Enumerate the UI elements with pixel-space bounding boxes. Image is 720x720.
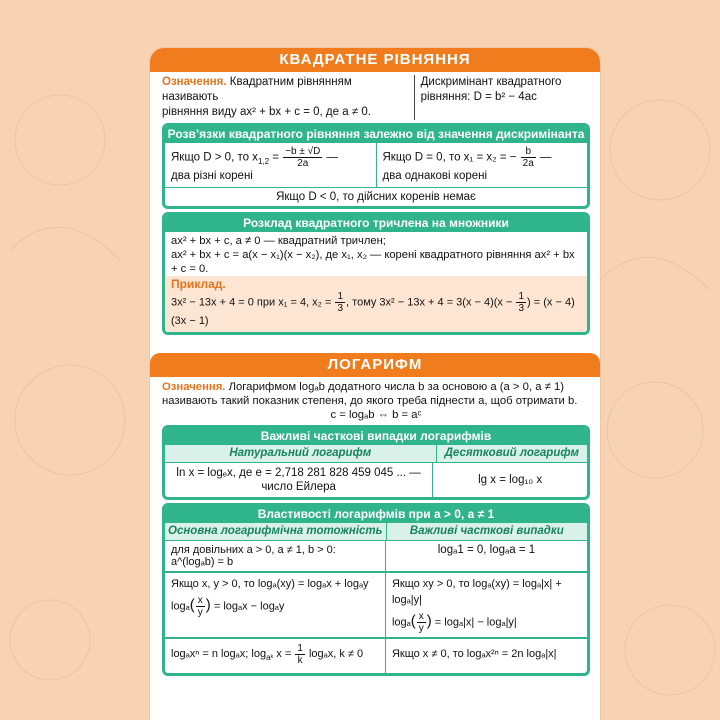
quotient-num: x [197,595,203,606]
identity-formula: для довільних a > 0, a ≠ 1, b > 0: a^(logₐb) = b [171,544,336,568]
cases-head: Важливі часткові випадки [386,523,587,540]
root-fraction [521,146,536,169]
factorization-line-2: ax² + bx + c = a(x − x₁)(x − x₂), де x₁, x₂ — корені квадратного рівняння ax² + bx + c = 0. [171,249,575,275]
log-definition-text: Логарифмом logₐb додатного числа b за основою a (a > 0, a ≠ 1) називають такий показник степеня, до якого треба піднести a, щоб отримати b. [162,381,578,407]
power-den: k [297,654,303,666]
natural-log-head: Натуральний логарифм [165,445,436,462]
special-cases-title: Важливі часткові випадки логарифмів [165,428,587,445]
roots-denominator: 2a [297,158,309,169]
factorization-box [162,212,590,335]
example-fraction-den: 3 [337,303,344,314]
case-positive-a: Якщо D > 0, то x [171,151,258,164]
example-label: Приклад. [171,277,226,291]
quotient-fraction [196,595,205,618]
example-fraction-2 [516,291,526,314]
properties-box: Властивості логарифмів при a > 0, a ≠ 1 Основна логарифмічна тотожність Важливі часткові випадки для довільних a > 0, a ≠ 1, b > 0: a^(logₐb) = b logₐ1 = 0, logₐa = 1 Якщо x, y > 0, то logₐ(xy) = logₐx + logₐy logₐ( $\frac{x}{y}$ ) = logₐx − logₐy Якщо xy > 0, то logₐ(xy) = logₐ|x| + logₐ|y| logₐ( $\frac{x}{y}$ ) = logₐ|x| − logₐ|y| logₐxⁿ = n logₐx; $\log_{aᵏ} x$ = $\frac{1}{k}$ logₐx, k ≠ 0 Якщо x ≠ 0, то logₐx²ⁿ = 2n logₐ|x| [162,503,590,676]
roots-title: Розв’язки квадратного рівняння залежно від значення дискримінанта [165,126,587,143]
definition-text-1: Квадратним рівнянням називають [162,76,352,103]
even-power-rule: Якщо x ≠ 0, то logₐx²ⁿ = 2n logₐ|x| [385,639,587,673]
identity-head: Основна логарифмічна тотожність [165,523,386,540]
discriminant-text-2: рівняння: D = b² − 4ac [420,91,537,103]
quotient-abs-num: x [418,611,424,622]
quadratic-equation-title: КВАДРАТНЕ РІВНЯННЯ [150,48,600,72]
definition-text-2: рівняння виду ax² + bx + c = 0, де a ≠ 0. [162,106,371,118]
decimal-log-head: Десятковий логарифм [436,445,587,462]
factorization-title: Розклад квадратного тричлена на множники [165,215,587,232]
example-b: , тому 3x² − 13x + 4 = 3(x − 4)(x − [346,296,513,309]
quadratic-definition [162,75,590,120]
case-zero-dash: — [540,151,552,164]
case-positive-b: два різні корені [171,170,253,182]
discriminant-text-1: Дискримінант квадратного [420,76,562,88]
quotient-abs-fraction [417,611,426,634]
power-num: 1 [297,642,303,654]
logarithm-title: ЛОГАРИФМ [150,353,600,377]
special-cases-box [162,425,590,500]
natural-log-1: ln x = logₑx, де e = 2,718 281 828 459 045 ... — [176,467,421,479]
case-zero-a: Якщо D = 0, то x₁ = x₂ = − [382,151,517,164]
power-rule-b: x = [276,648,292,660]
product-rule: Якщо x, y > 0, то logₐ(xy) = logₐx + logₐy [171,578,369,590]
power-rule-a: logₐxⁿ = n logₐx; log [171,648,267,660]
case-positive-sub: 1,2 [257,156,270,166]
roots-fraction [283,146,322,169]
root-numerator: b [521,146,536,158]
quotient-abs-den: y [418,623,424,634]
case-zero-b: два однакові корені [382,170,488,182]
example-fraction-2-num: 1 [518,291,525,302]
log-definition-label: Означення. [162,381,226,393]
natural-log-2: число Ейлера [261,481,336,493]
decimal-log-formula: lg x = log₁₀ x [432,463,587,497]
case-positive-eq: = [272,151,279,164]
properties-title: Властивості логарифмів при a > 0, a ≠ 1 [165,506,587,523]
power-rule-c: logₐx, k ≠ 0 [308,648,364,660]
root-denominator: 2a [522,158,534,169]
cases-formula: logₐ1 = 0, logₐa = 1 [385,541,587,571]
example-a: 3x² − 13x + 4 = 0 при x₁ = 4, x₂ = [171,296,332,309]
quotient-log: logₐ [171,600,190,613]
example-fraction [335,291,345,314]
case-positive-dash: — [326,151,339,164]
example-fraction-2-den: 3 [518,303,525,314]
definition-label: Означення. [162,76,227,88]
reference-card [150,48,600,720]
logarithm-definition [162,380,590,422]
example-fraction-num: 1 [337,291,344,302]
case-negative: Якщо D < 0, то дійсних коренів немає [276,191,476,203]
quotient-den: y [197,607,203,618]
example-c: ) = (x − 4)(3x − 1) [171,296,575,327]
roots-numerator: −b ± √D [285,146,321,157]
log-definition-formula: c = logₐb ⇔ b = aᶜ [330,409,422,421]
power-rule-sub: aᵏ [266,653,274,663]
quotient-rule: = logₐx − logₐy [213,600,285,613]
quotient-abs-rule: = logₐ|x| − logₐ|y| [434,616,517,629]
quotient-abs-log: logₐ [391,616,411,629]
roots-box [162,123,590,209]
product-abs-rule: Якщо xy > 0, то logₐ(xy) = logₐ|x| + logₐ|y| [391,578,562,606]
power-fraction [295,643,305,666]
factorization-line-1: ax² + bx + c, a ≠ 0 — квадратний тричлен; [171,235,386,247]
